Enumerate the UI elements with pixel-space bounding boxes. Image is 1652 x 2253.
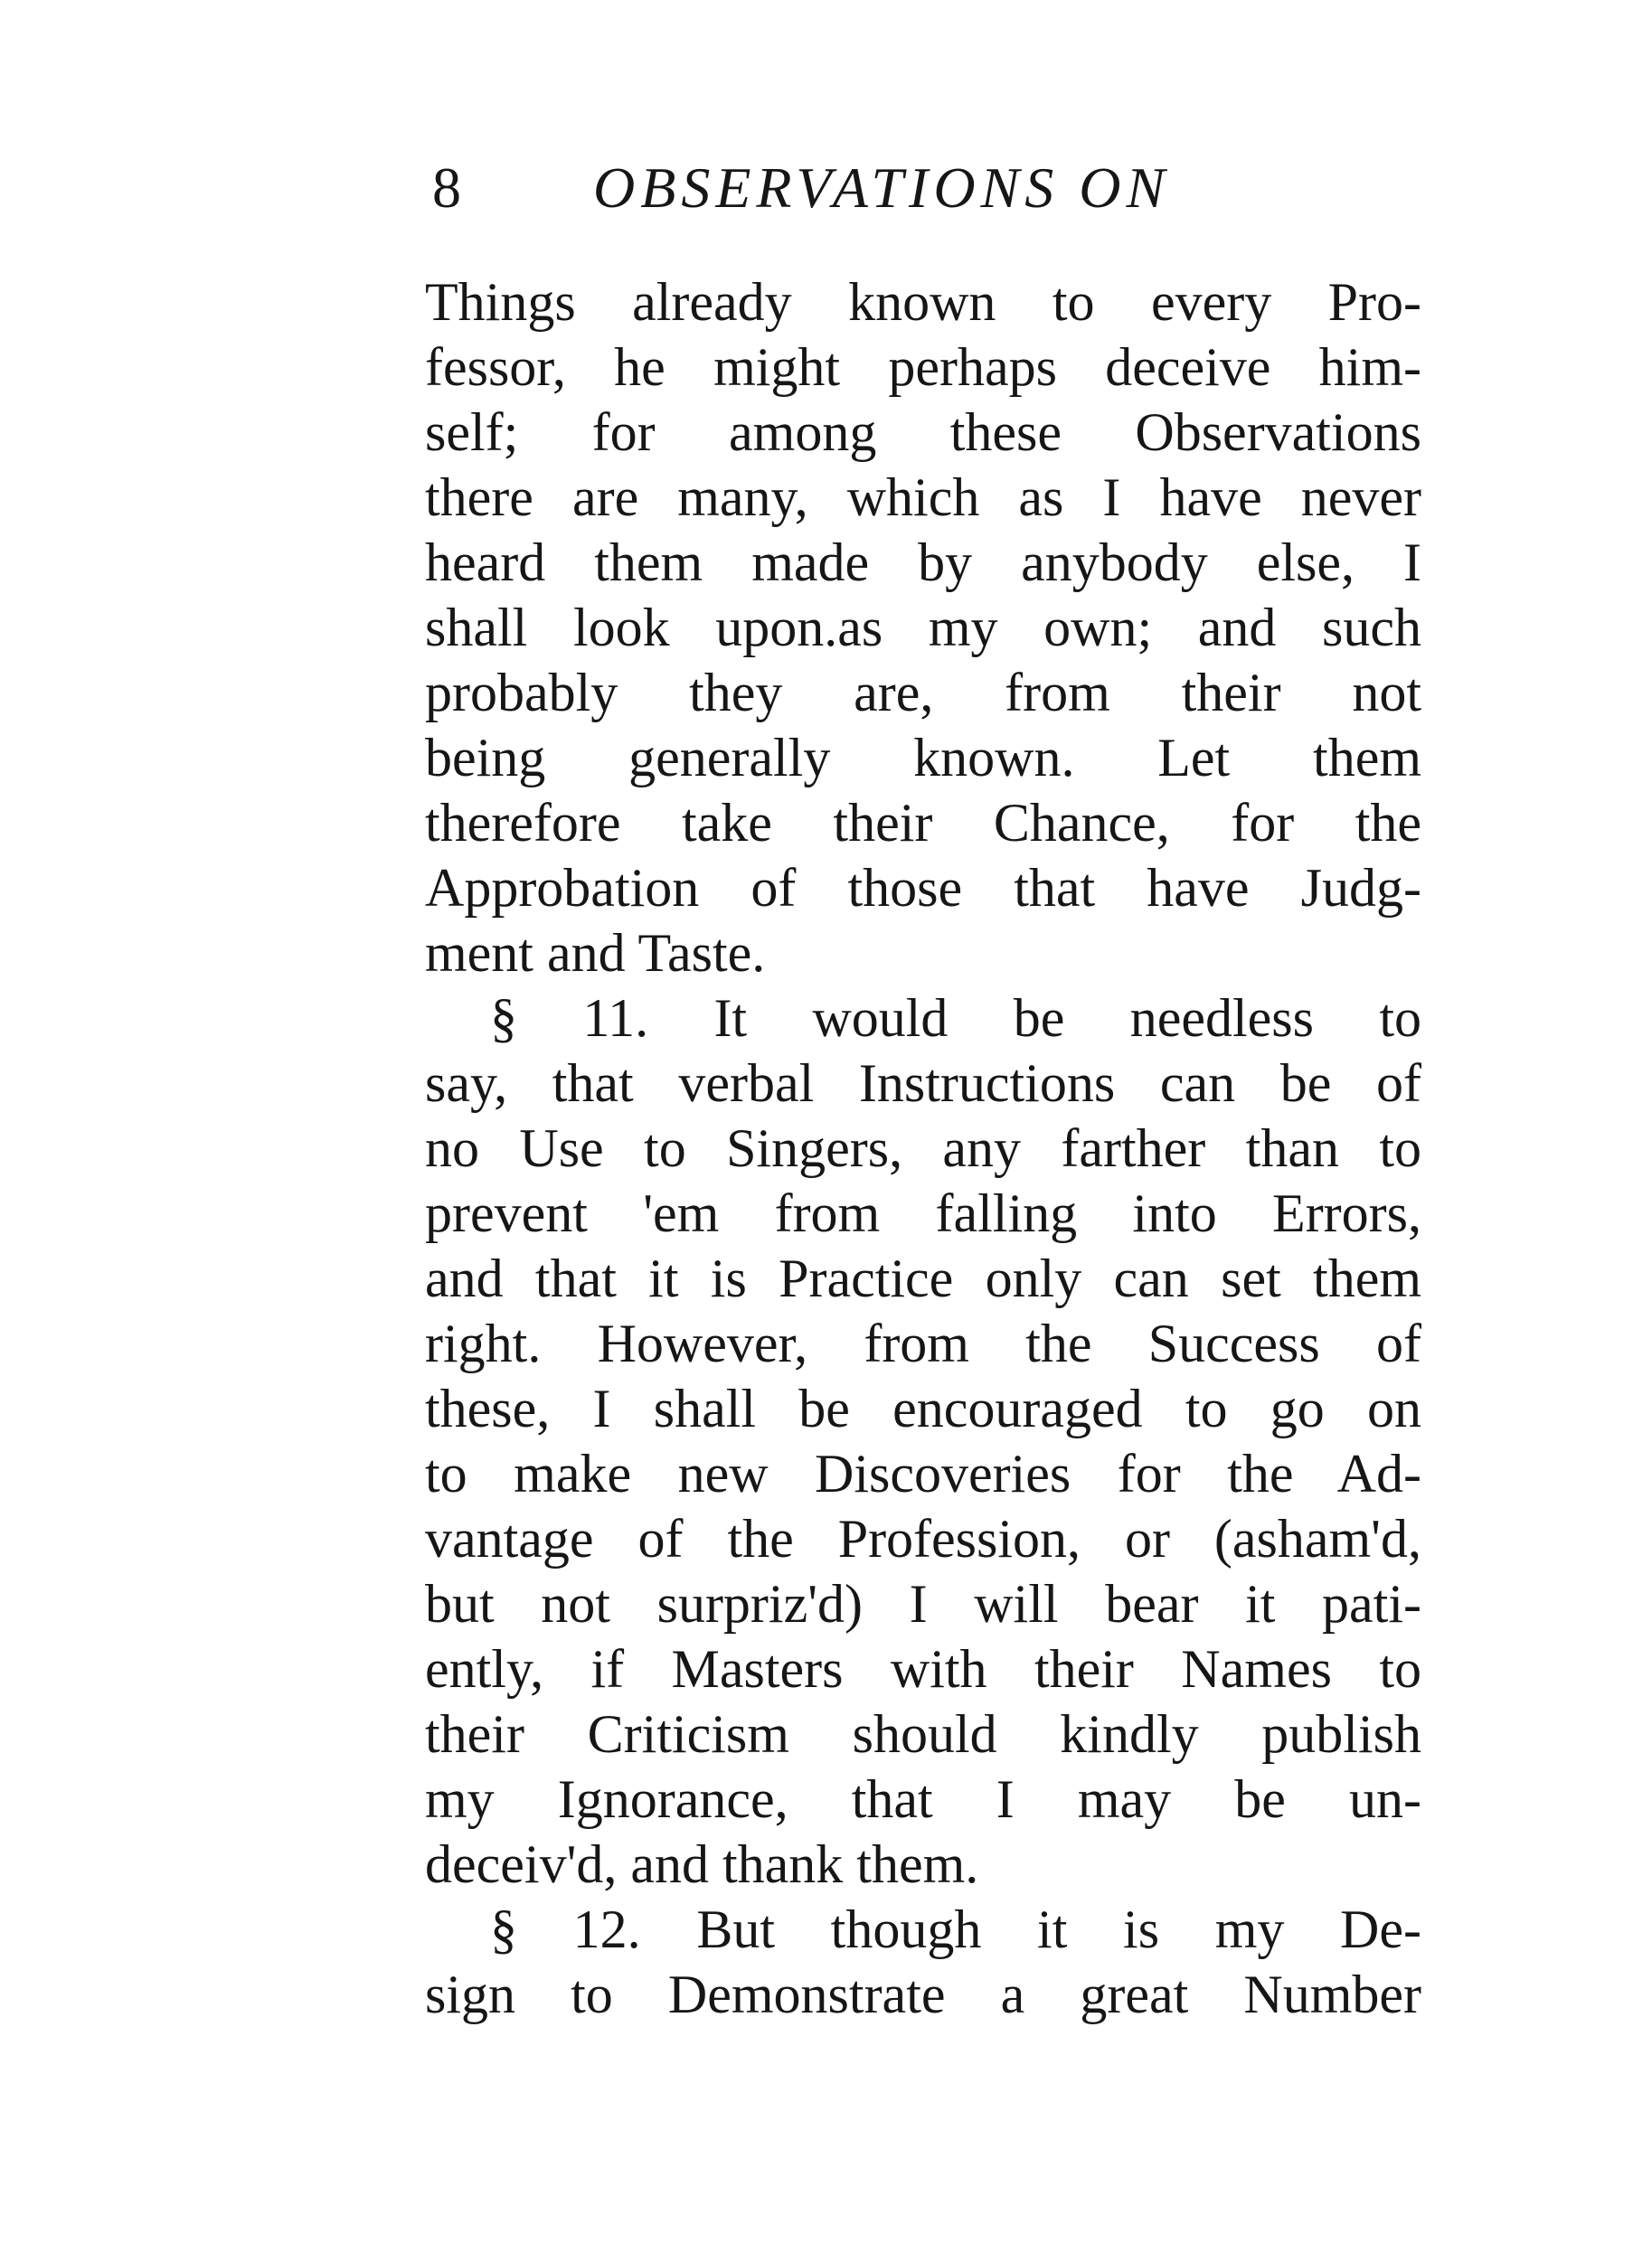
text-line: ently, if Masters with their Names to (425, 1639, 1421, 1699)
text-line: to make new Discoveries for the Ad- (425, 1444, 1421, 1504)
section-11-start: § 11. It would be needless to (490, 988, 1421, 1048)
text-line: but not surpriz'd) I will bear it pati- (425, 1574, 1421, 1634)
text-line: and that it is Practice only can set them (425, 1249, 1421, 1308)
text-line: prevent 'em from falling into Errors, (425, 1183, 1421, 1243)
text-line: heard them made by anybody else, I (425, 533, 1421, 592)
text-line: vantage of the Profession, or (asham'd, (425, 1509, 1421, 1569)
text-line: there are many, which as I have never (425, 467, 1421, 527)
text-line: therefore take their Chance, for the (425, 793, 1421, 853)
text-line: right. However, from the Success of (425, 1314, 1421, 1373)
text-line: Approbation of those that have Judg- (425, 858, 1421, 918)
text-line: sign to Demonstrate a great Number (425, 1965, 1421, 2024)
text-line: self; for among these Observations (425, 402, 1421, 462)
paragraph-end-line: deceiv'd, and thank them. (425, 1834, 979, 1894)
paragraph-end-line: ment and Taste. (425, 923, 766, 983)
page-number: 8 (432, 156, 461, 220)
text-line: Things already known to every Pro- (425, 272, 1421, 332)
text-line: no Use to Singers, any farther than to (425, 1118, 1421, 1178)
section-12-start: § 12. But though it is my De- (490, 1899, 1421, 1959)
text-line: say, that verbal Instructions can be of (425, 1053, 1421, 1113)
text-line: shall look upon.as my own; and such (425, 598, 1421, 657)
text-line: these, I shall be encouraged to go on (425, 1379, 1421, 1438)
text-line: their Criticism should kindly publish (425, 1704, 1421, 1764)
text-line: being generally known. Let them (425, 728, 1421, 787)
running-head (432, 152, 1427, 224)
body-text (425, 269, 1421, 2027)
running-title: OBSERVATIONS ON (593, 156, 1171, 220)
text-line: probably they are, from their not (425, 663, 1421, 722)
text-line: fessor, he might perhaps deceive him- (425, 337, 1421, 397)
text-line: my Ignorance, that I may be un- (425, 1769, 1421, 1829)
